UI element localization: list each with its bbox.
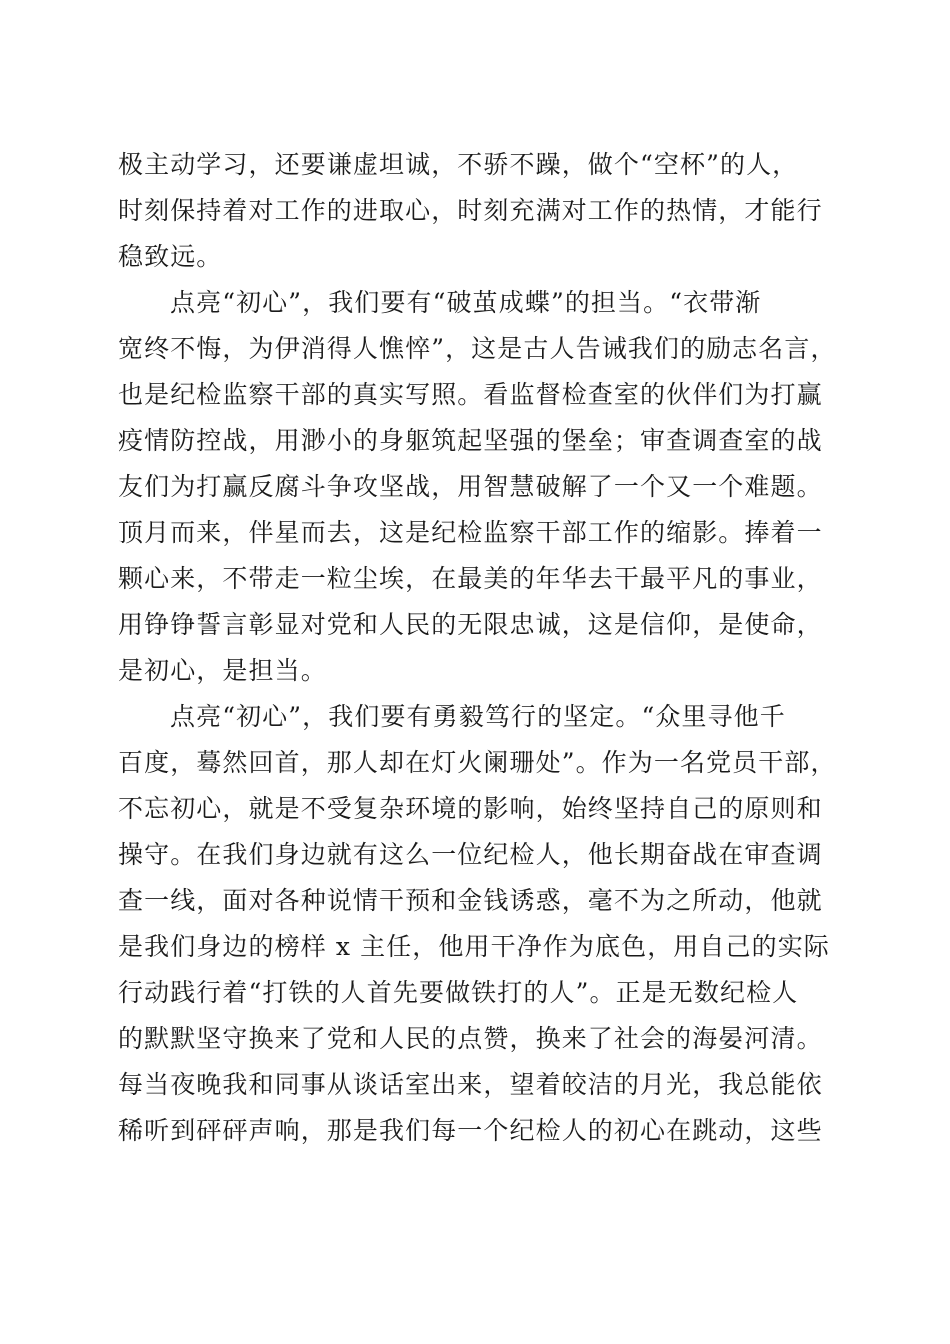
text-line: 友们为打赢反腐斗争攻坚战，用智慧破解了一个又一个难题。 <box>118 472 823 501</box>
body-text <box>118 142 838 1154</box>
text-line: 宽终不悔，为伊消得人憔悴”，这是古人告诫我们的励志名言， <box>118 334 837 363</box>
text-line: 不忘初心，就是不受复杂环境的影响，始终坚持自己的原则和 <box>118 794 823 823</box>
text-line: 是我们身边的榜样 x 主任，他用干净作为底色，用自己的实际 <box>118 932 830 961</box>
text-line: 时刻保持着对工作的进取心，时刻充满对工作的热情，才能行 <box>118 196 823 225</box>
text-line: 每当夜晚我和同事从谈话室出来，望着皎洁的月光，我总能依 <box>118 1070 823 1099</box>
text-line: 顶月而来，伴星而去，这是纪检监察干部工作的缩影。捧着一 <box>118 518 823 547</box>
text-line: 也是纪检监察干部的真实写照。看监督检查室的伙伴们为打赢 <box>118 380 823 409</box>
text-line: 极主动学习，还要谦虚坦诚，不骄不躁，做个“空杯”的人， <box>118 150 799 179</box>
text-line: 是初心，是担当。 <box>118 656 327 685</box>
text-line: 用铮铮誓言彰显对党和人民的无限忠诚，这是信仰，是使命， <box>118 610 823 639</box>
text-line: 的默默坚守换来了党和人民的点赞，换来了社会的海晏河清。 <box>118 1024 823 1053</box>
paragraph-first-line: 点亮“初心”，我们要有“破茧成蝶”的担当。“衣带渐 <box>170 288 762 317</box>
text-line: 行动践行着“打铁的人首先要做铁打的人”。正是无数纪检人 <box>118 978 799 1007</box>
paragraph-first-line: 点亮“初心”，我们要有勇毅笃行的坚定。“众里寻他千 <box>170 702 786 731</box>
text-line: 百度，蓦然回首，那人却在灯火阑珊处”。作为一名党员干部， <box>118 748 837 777</box>
text-line: 查一线，面对各种说情干预和金钱诱惑，毫不为之所动，他就 <box>118 886 823 915</box>
text-line: 稀听到砰砰声响，那是我们每一个纪检人的初心在跳动，这些 <box>118 1116 823 1145</box>
text-line: 操守。在我们身边就有这么一位纪检人，他长期奋战在审查调 <box>118 840 823 869</box>
text-line: 稳致远。 <box>118 242 223 271</box>
text-line: 颗心来，不带走一粒尘埃，在最美的年华去干最平凡的事业， <box>118 564 823 593</box>
text-line: 疫情防控战，用渺小的身躯筑起坚强的堡垒；审查调查室的战 <box>118 426 823 455</box>
